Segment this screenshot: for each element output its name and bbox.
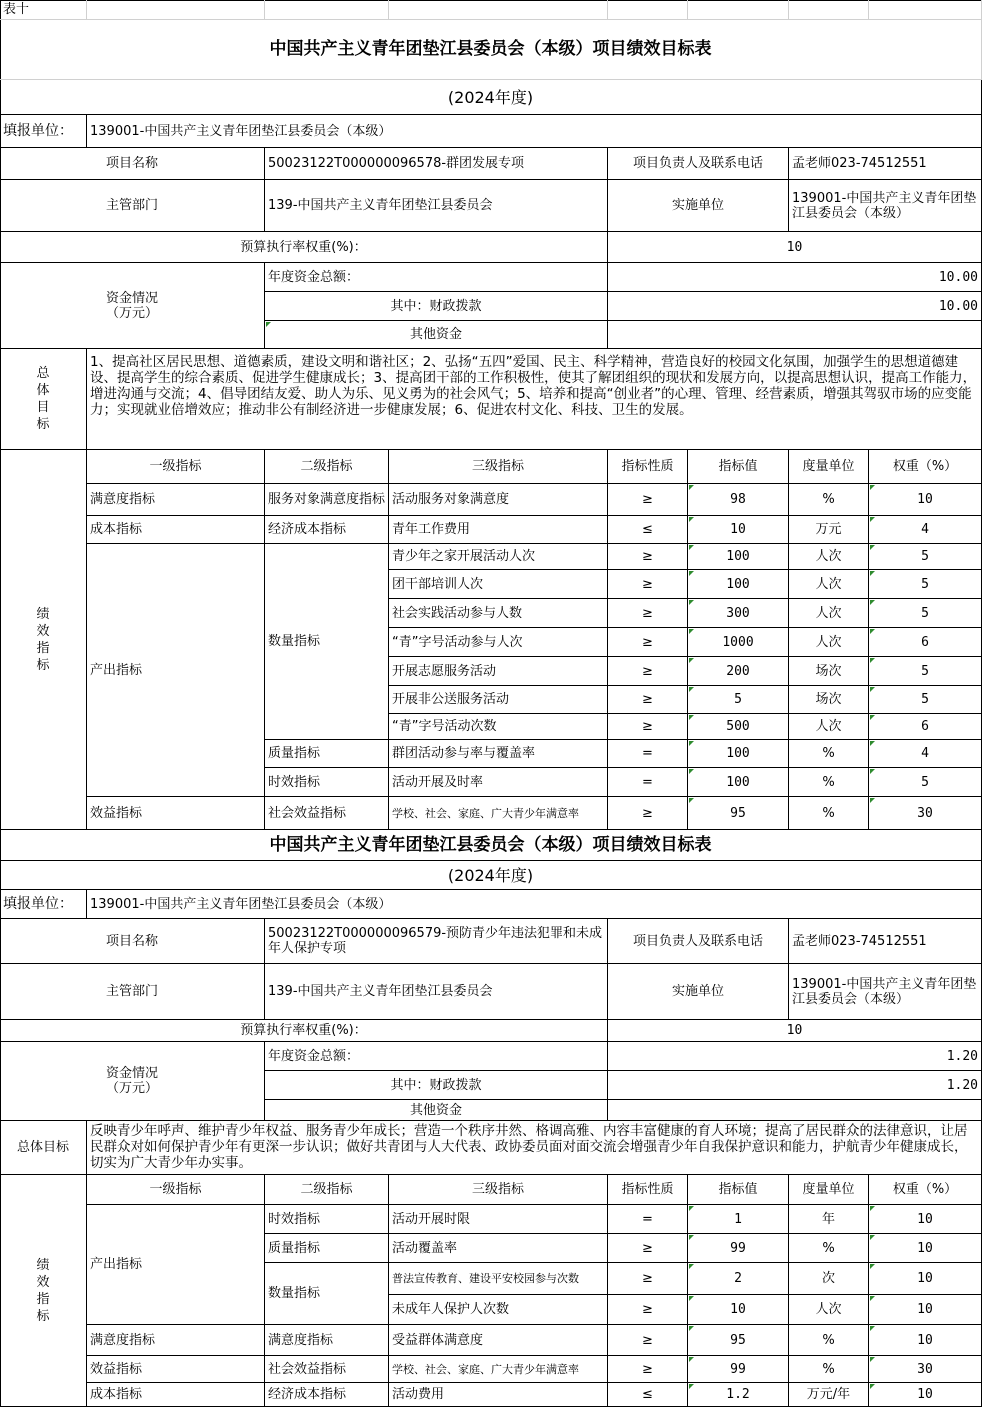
indicator-value: 200 <box>688 657 789 686</box>
header-weight: 权重（%） <box>869 450 982 484</box>
indicator-weight: 10 <box>869 1295 982 1325</box>
level2-cell: 时效指标 <box>265 768 389 797</box>
form1-other <box>608 321 982 349</box>
indicator-op: ≥ <box>608 484 688 516</box>
indicator-value: 1000 <box>688 628 789 657</box>
form2-dept-label: 主管部门 <box>0 964 265 1020</box>
form1-title: 中国共产主义青年团垫江县委员会（本级）项目绩效目标表 <box>0 20 982 80</box>
indicator-unit: % <box>789 1356 869 1383</box>
form2-project-name: 50023122T000000096579-预防青少年违法犯罪和未成年人保护专项 <box>265 919 608 964</box>
corner-label: 表十 <box>0 0 87 20</box>
form2-annual-total-label: 年度资金总额： <box>265 1042 608 1071</box>
level2-cell: 数量指标 <box>265 1263 389 1325</box>
form1-contact: 孟老师023-74512551 <box>789 148 982 180</box>
indicator-weight: 10 <box>869 1263 982 1295</box>
indicator-weight: 6 <box>869 714 982 740</box>
level1-cell: 满意度指标 <box>87 484 265 516</box>
level1-cell: 效益指标 <box>87 1356 265 1383</box>
header-level2: 二级指标 <box>265 450 389 484</box>
level2-cell: 质量指标 <box>265 740 389 768</box>
form1-contact-label: 项目负责人及联系电话 <box>608 148 789 180</box>
form1-project-name-label: 项目名称 <box>0 148 265 180</box>
indicator-unit: 次 <box>789 1263 869 1295</box>
indicator-name: “青”字号活动次数 <box>389 714 608 740</box>
indicator-op: ≥ <box>608 599 688 628</box>
form1-dept: 139-中国共产主义青年团垫江县委员会 <box>265 180 608 232</box>
form2-reporting-unit-label: 填报单位： <box>0 890 87 919</box>
indicator-name: 开展志愿服务活动 <box>389 657 608 686</box>
empty-cell <box>389 0 608 20</box>
level1-cell: 成本指标 <box>87 1383 265 1407</box>
form1-project-name: 50023122T000000096578-群团发展专项 <box>265 148 608 180</box>
form2-project-name-label: 项目名称 <box>0 919 265 964</box>
indicator-op: ≥ <box>608 544 688 570</box>
level2-cell: 质量指标 <box>265 1234 389 1263</box>
indicator-name: “青”字号活动参与人次 <box>389 628 608 657</box>
indicator-name: 青少年之家开展活动人次 <box>389 544 608 570</box>
indicator-name: 群团活动参与率与覆盖率 <box>389 740 608 768</box>
indicator-name: 社会实践活动参与人数 <box>389 599 608 628</box>
level2-cell: 经济成本指标 <box>265 516 389 544</box>
indicator-weight: 10 <box>869 1205 982 1234</box>
indicator-unit: % <box>789 1325 869 1356</box>
form2-contact-label: 项目负责人及联系电话 <box>608 919 789 964</box>
indicator-unit: 万元/年 <box>789 1383 869 1407</box>
form1-reporting-unit: 139001-中国共产主义青年团垫江县委员会（本级） <box>87 115 982 148</box>
form2-fiscal-label: 其中：财政拨款 <box>265 1071 608 1100</box>
indicator-value: 5 <box>688 686 789 714</box>
empty-cell <box>87 0 265 20</box>
header-level1: 一级指标 <box>87 450 265 484</box>
form1-impl-unit: 139001-中国共产主义青年团垫江县委员会（本级） <box>789 180 982 232</box>
indicator-weight: 5 <box>869 768 982 797</box>
empty-cell <box>688 0 789 20</box>
indicator-unit: % <box>789 797 869 830</box>
form2-fiscal: 1.20 <box>608 1071 982 1100</box>
empty-cell <box>608 0 688 20</box>
level2-cell: 时效指标 <box>265 1205 389 1234</box>
indicator-unit: % <box>789 768 869 797</box>
indicator-value: 10 <box>688 1295 789 1325</box>
form1-dept-label: 主管部门 <box>0 180 265 232</box>
indicator-value: 300 <box>688 599 789 628</box>
level2-cell: 经济成本指标 <box>265 1383 389 1407</box>
indicator-weight: 4 <box>869 516 982 544</box>
indicator-weight: 10 <box>869 1383 982 1407</box>
indicator-op: ≥ <box>608 797 688 830</box>
level2-cell: 服务对象满意度指标 <box>265 484 389 516</box>
form1-perf-label: 绩 效 指 标 <box>0 450 87 830</box>
empty-cell <box>265 0 389 20</box>
indicator-op: = <box>608 740 688 768</box>
indicator-value: 100 <box>688 740 789 768</box>
form1-funds-label: 资金情况 （万元） <box>0 263 265 349</box>
indicator-value: 100 <box>688 544 789 570</box>
form1-budget-weight-label: 预算执行率权重(%)： <box>0 232 608 263</box>
form1-other-label: 其他资金 <box>265 321 608 349</box>
level1-cell: 满意度指标 <box>87 1325 265 1356</box>
indicator-unit: 万元 <box>789 516 869 544</box>
indicator-op: ≥ <box>608 1234 688 1263</box>
form1-fiscal: 10.00 <box>608 292 982 321</box>
form2-dept: 139-中国共产主义青年团垫江县委员会 <box>265 964 608 1020</box>
indicator-unit: % <box>789 1234 869 1263</box>
form2-impl-unit: 139001-中国共产主义青年团垫江县委员会（本级） <box>789 964 982 1020</box>
form2-budget-weight-label: 预算执行率权重(%)： <box>0 1020 608 1042</box>
form2-other <box>608 1100 982 1121</box>
indicator-value: 1.2 <box>688 1383 789 1407</box>
indicator-op: ≥ <box>608 1263 688 1295</box>
indicator-value: 100 <box>688 768 789 797</box>
indicator-op: ≥ <box>608 1325 688 1356</box>
header-level3: 三级指标 <box>389 450 608 484</box>
indicator-weight: 30 <box>869 797 982 830</box>
indicator-weight: 30 <box>869 1356 982 1383</box>
indicator-weight: 6 <box>869 628 982 657</box>
indicator-op: ≥ <box>608 657 688 686</box>
indicator-weight: 10 <box>869 1234 982 1263</box>
indicator-name: 活动开展时限 <box>389 1205 608 1234</box>
indicator-unit: 人次 <box>789 544 869 570</box>
indicator-value: 99 <box>688 1356 789 1383</box>
indicator-op: ≤ <box>608 1383 688 1407</box>
indicator-weight: 5 <box>869 599 982 628</box>
header-level2: 二级指标 <box>265 1175 389 1205</box>
indicator-value: 1 <box>688 1205 789 1234</box>
header-nature: 指标性质 <box>608 450 688 484</box>
header-value: 指标值 <box>688 1175 789 1205</box>
indicator-unit: % <box>789 740 869 768</box>
header-level3: 三级指标 <box>389 1175 608 1205</box>
empty-cell <box>869 0 982 20</box>
indicator-weight: 10 <box>869 1325 982 1356</box>
indicator-name: 普法宣传教育、建设平安校园参与次数 <box>389 1263 608 1295</box>
form2-goal: 反映青少年呼声、维护青少年权益、服务青少年成长；营造一个秩序井然、格调高雅、内容丰富健康的育人环境；提高了居民群众的法律意识，让居民群众对如何保护青少年有更深一步认识；做好共青团与人大代表、政协委员面对面交流会增强青少年自我保护意识和能力，护航青少年健康成长，切实为广大青少年办实事。 <box>87 1121 982 1175</box>
indicator-value: 95 <box>688 1325 789 1356</box>
level1-cell: 产出指标 <box>87 544 265 797</box>
form1-goal-label: 总 体 目 标 <box>0 349 87 450</box>
form2-budget-weight: 10 <box>608 1020 982 1042</box>
form2-other-label: 其他资金 <box>265 1100 608 1121</box>
indicator-unit: 年 <box>789 1205 869 1234</box>
indicator-unit: 人次 <box>789 1295 869 1325</box>
form2-annual-total: 1.20 <box>608 1042 982 1071</box>
indicator-weight: 10 <box>869 484 982 516</box>
indicator-value: 10 <box>688 516 789 544</box>
indicator-name: 未成年人保护人次数 <box>389 1295 608 1325</box>
indicator-name: 活动服务对象满意度 <box>389 484 608 516</box>
indicator-weight: 5 <box>869 657 982 686</box>
indicator-unit: 人次 <box>789 714 869 740</box>
header-unit: 度量单位 <box>789 450 869 484</box>
form1-reporting-unit-label: 填报单位： <box>0 115 87 148</box>
indicator-name: 活动费用 <box>389 1383 608 1407</box>
indicator-name: 受益群体满意度 <box>389 1325 608 1356</box>
empty-cell <box>789 0 869 20</box>
form1-budget-weight: 10 <box>608 232 982 263</box>
indicator-op: ≥ <box>608 628 688 657</box>
indicator-name: 开展非公送服务活动 <box>389 686 608 714</box>
form1-goal: 1、提高社区居民思想、道德素质，建设文明和谐社区；2、弘扬“五四”爱国、民主、科学精神，营造良好的校园文化氛围，加强学生的思想道德建设、提高学生的综合素质、促进学生健康成长；3、提高团干部的工作积极性，使其了解团组织的现状和发展方向，以提高思想认识，提高工作能力，增进沟通与交流；4、倡导团结友爱、助人为乐、见义勇为的社会风气；5、培养和提高“创业者”的心理、管理、经营素质，增强其驾驭市场的应变能力；实现就业倍增效应；推动非公有制经济进一步健康发展；6、促进农村文化、科技、卫生的发展。 <box>87 349 982 450</box>
header-unit: 度量单位 <box>789 1175 869 1205</box>
level1-cell: 效益指标 <box>87 797 265 830</box>
form2-impl-label: 实施单位 <box>608 964 789 1020</box>
indicator-op: ≥ <box>608 1356 688 1383</box>
form2-year: (2024年度) <box>0 861 982 890</box>
form2-title: 中国共产主义青年团垫江县委员会（本级）项目绩效目标表 <box>0 830 982 861</box>
indicator-value: 100 <box>688 570 789 599</box>
level2-cell: 满意度指标 <box>265 1325 389 1356</box>
form1-impl-label: 实施单位 <box>608 180 789 232</box>
indicator-op: = <box>608 768 688 797</box>
level1-cell: 产出指标 <box>87 1205 265 1325</box>
level2-cell: 数量指标 <box>265 544 389 740</box>
indicator-weight: 4 <box>869 740 982 768</box>
indicator-value: 99 <box>688 1234 789 1263</box>
header-weight: 权重（%） <box>869 1175 982 1205</box>
indicator-op: ≥ <box>608 686 688 714</box>
indicator-weight: 5 <box>869 570 982 599</box>
indicator-op: ≤ <box>608 516 688 544</box>
indicator-unit: 场次 <box>789 657 869 686</box>
indicator-op: ≥ <box>608 570 688 599</box>
indicator-weight: 5 <box>869 686 982 714</box>
indicator-value: 98 <box>688 484 789 516</box>
indicator-name: 青年工作费用 <box>389 516 608 544</box>
header-nature: 指标性质 <box>608 1175 688 1205</box>
indicator-name: 活动覆盖率 <box>389 1234 608 1263</box>
form2-funds-label: 资金情况 （万元） <box>0 1042 265 1121</box>
indicator-unit: 人次 <box>789 599 869 628</box>
form1-year: (2024年度) <box>0 80 982 115</box>
indicator-value: 500 <box>688 714 789 740</box>
header-value: 指标值 <box>688 450 789 484</box>
form2-perf-label: 绩 效 指 标 <box>0 1175 87 1407</box>
indicator-op: = <box>608 1205 688 1234</box>
indicator-op: ≥ <box>608 1295 688 1325</box>
indicator-name: 活动开展及时率 <box>389 768 608 797</box>
form1-annual-total: 10.00 <box>608 263 982 292</box>
level1-cell: 成本指标 <box>87 516 265 544</box>
indicator-value: 2 <box>688 1263 789 1295</box>
indicator-name: 学校、社会、家庭、广大青少年满意率 <box>389 1356 608 1383</box>
form1-annual-total-label: 年度资金总额： <box>265 263 608 292</box>
indicator-name: 团干部培训人次 <box>389 570 608 599</box>
level2-cell: 社会效益指标 <box>265 797 389 830</box>
indicator-op: ≥ <box>608 714 688 740</box>
header-level1: 一级指标 <box>87 1175 265 1205</box>
indicator-unit: 人次 <box>789 570 869 599</box>
indicator-name: 学校、社会、家庭、广大青少年满意率 <box>389 797 608 830</box>
level2-cell: 社会效益指标 <box>265 1356 389 1383</box>
form1-fiscal-label: 其中：财政拨款 <box>265 292 608 321</box>
form2-goal-label: 总体目标 <box>0 1121 87 1175</box>
indicator-unit: 人次 <box>789 628 869 657</box>
form2-contact: 孟老师023-74512551 <box>789 919 982 964</box>
indicator-weight: 5 <box>869 544 982 570</box>
indicator-unit: 场次 <box>789 686 869 714</box>
indicator-unit: % <box>789 484 869 516</box>
indicator-value: 95 <box>688 797 789 830</box>
form2-reporting-unit: 139001-中国共产主义青年团垫江县委员会（本级） <box>87 890 982 919</box>
